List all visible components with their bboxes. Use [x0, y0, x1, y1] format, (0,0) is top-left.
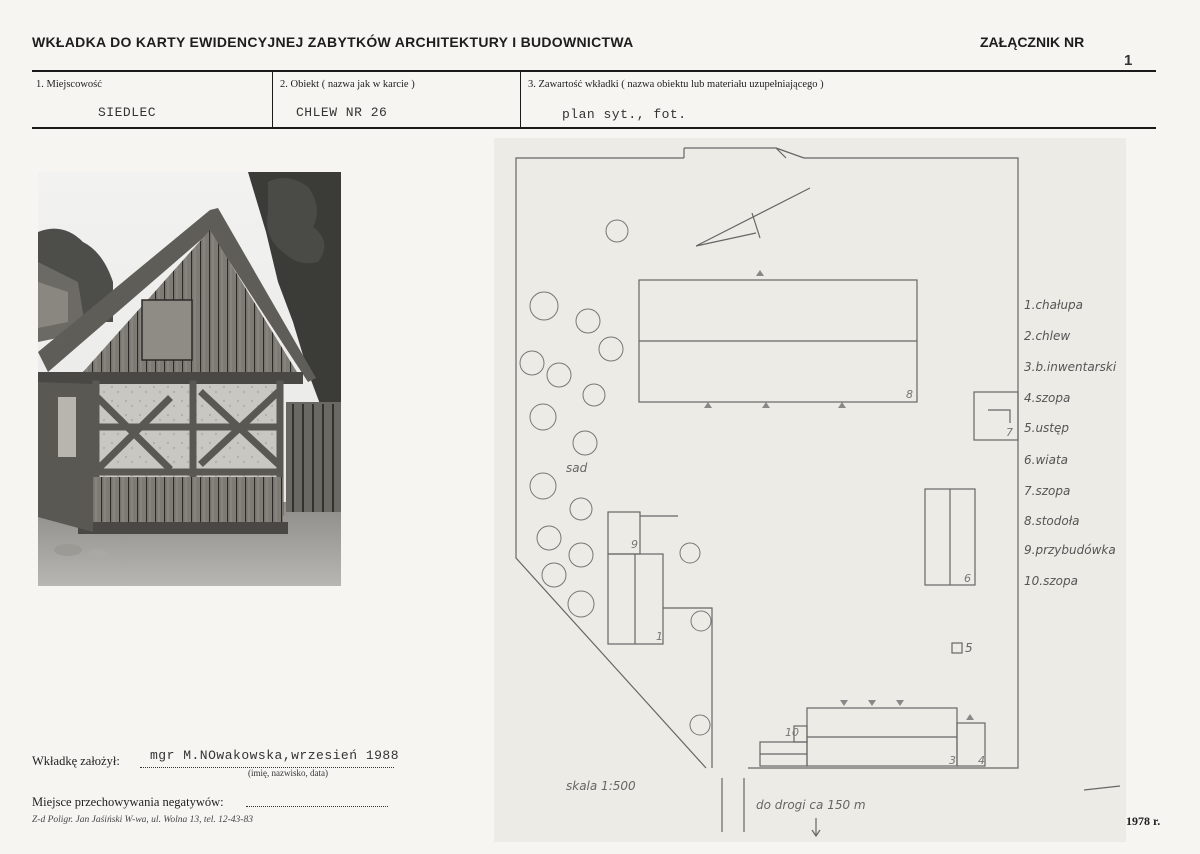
- road-label: do drogi ca 150 m: [756, 798, 866, 812]
- building-4-number: 4: [978, 754, 985, 767]
- orchard-label: sad: [566, 461, 588, 475]
- author-label: Wkładkę założył:: [32, 754, 120, 768]
- building-9-number: 9: [631, 538, 638, 551]
- header-bottom-rule: [32, 127, 1156, 129]
- field-divider-2: [520, 71, 521, 127]
- legend-item-3: 3.b.inwentarski: [1024, 360, 1117, 374]
- contents-value: plan syt., fot.: [562, 107, 687, 122]
- negatives-label: Miejsce przechowywania negatywów:: [32, 795, 224, 809]
- legend-item-10: 10.szopa: [1024, 574, 1078, 588]
- object-label: 2. Obiekt ( nazwa jak w karcie ): [280, 79, 415, 90]
- building-1-number: 1: [656, 630, 663, 643]
- legend-item-4: 4.szopa: [1024, 391, 1071, 405]
- locality-label: 1. Miejscowość: [36, 79, 102, 90]
- author-hint: (imię, nazwisko, data): [248, 768, 328, 778]
- legend-item-5: 5.ustęp: [1024, 421, 1070, 435]
- building-7-number: 7: [1006, 426, 1013, 439]
- legend-item-6: 6.wiata: [1024, 453, 1069, 467]
- building-8-number: 8: [906, 388, 913, 401]
- legend-item-7: 7.szopa: [1024, 484, 1071, 498]
- print-year: 1978 r.: [1126, 814, 1161, 828]
- header-top-rule: [32, 70, 1156, 72]
- plot-boundary-left: [516, 158, 706, 768]
- locality-value: SIEDLEC: [98, 105, 157, 120]
- orchard-trees: [520, 220, 711, 735]
- document-title: WKŁADKA DO KARTY EWIDENCYJNEJ ZABYTKÓW ARCHITEKTURY I BUDOWNICTWA: [32, 34, 634, 50]
- scale-label: skala 1:500: [566, 779, 636, 793]
- building-6-number: 6: [964, 572, 971, 585]
- negatives-dotted-line: [246, 806, 388, 807]
- attachment-number: 1: [1124, 52, 1133, 69]
- outhouse-number: 5: [965, 641, 973, 655]
- contents-label: 3. Zawartość wkładki ( nazwa obiektu lub materiału uzupełniającego ): [528, 79, 824, 90]
- barn-photograph: [38, 172, 341, 586]
- printer-imprint: Z-d Poligr. Jan Jaśiński W-wa, ul. Wolna 13, tel. 12-43-83: [32, 815, 253, 825]
- building-10-number: 10: [785, 726, 799, 739]
- author-value: mgr M.NOwakowska,wrzesień 1988: [150, 748, 400, 763]
- object-value: CHLEW NR 26: [296, 105, 388, 120]
- legend-item-8: 8.stodoła: [1024, 514, 1080, 528]
- legend-item-1: 1.chałupa: [1024, 298, 1084, 312]
- site-plan: [494, 138, 1126, 842]
- barn-photo-image: [38, 172, 341, 586]
- legend-item-9: 9.przybudówka: [1024, 543, 1116, 557]
- building-3-number: 3: [949, 754, 956, 767]
- attachment-label: ZAŁĄCZNIK NR: [980, 34, 1085, 50]
- field-divider-1: [272, 71, 273, 127]
- legend-item-2: 2.chlew: [1024, 329, 1071, 343]
- plot-boundary-right: [748, 158, 1018, 768]
